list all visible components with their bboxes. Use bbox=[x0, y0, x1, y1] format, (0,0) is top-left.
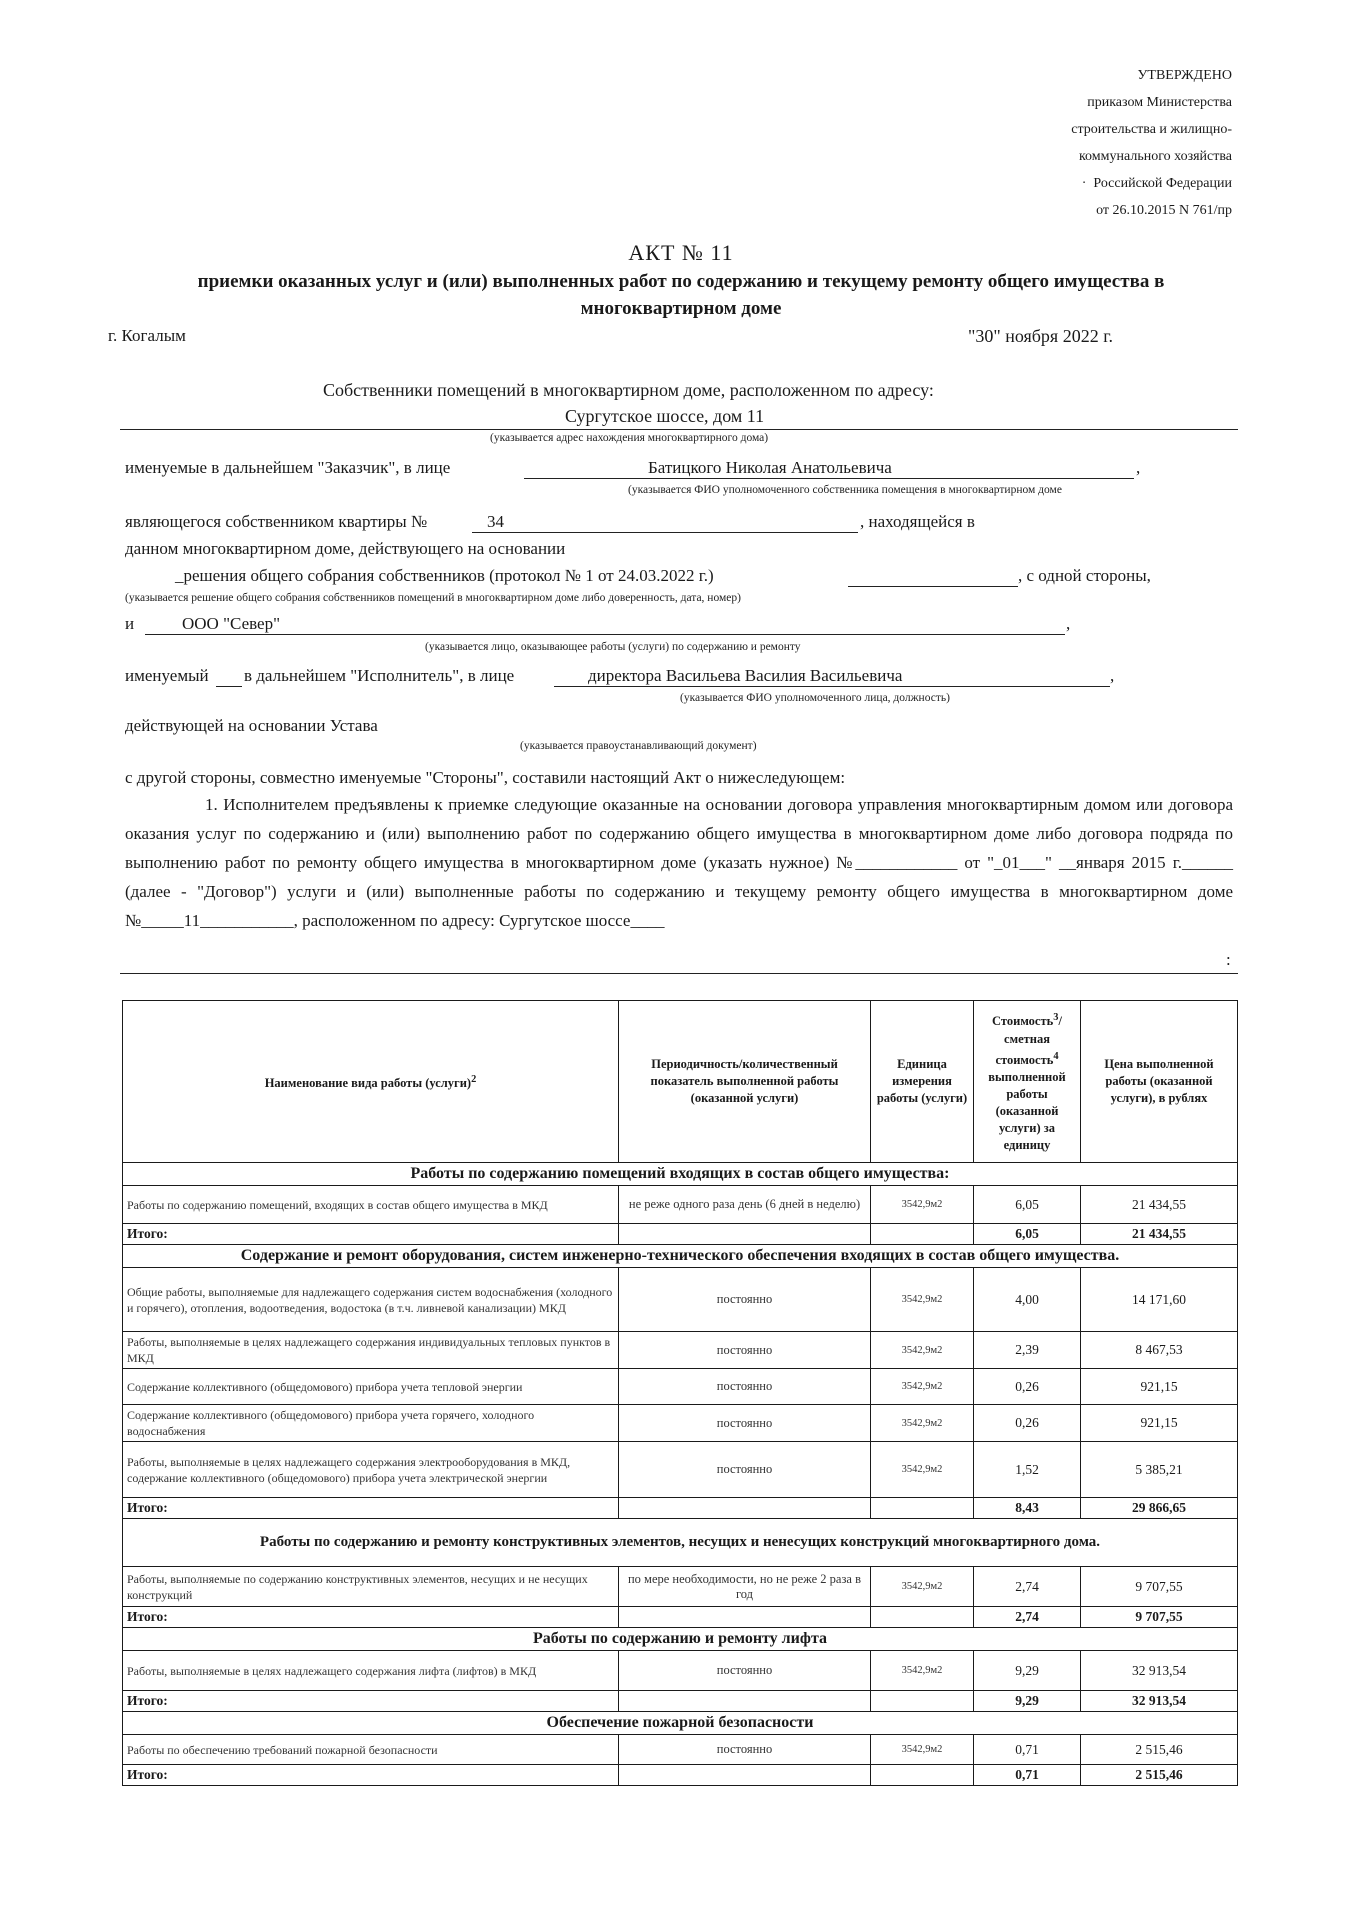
comma: , bbox=[1110, 666, 1115, 685]
table-row bbox=[123, 1442, 1238, 1498]
work-unit: 3542,9м2 bbox=[871, 1369, 974, 1405]
address-hint: (указывается адрес нахождения многоквартирного дома) bbox=[490, 432, 769, 444]
approval-line: строительства и жилищно- bbox=[1071, 122, 1232, 137]
approval-line: приказом Министерства bbox=[1087, 95, 1232, 110]
total-label: Итого: bbox=[123, 1691, 619, 1712]
other-side: с другой стороны, совместно именуемые "Стороны", составили настоящий Акт о нижеследующем: bbox=[125, 768, 846, 787]
total-price: 21 434,55 bbox=[1081, 1224, 1238, 1245]
total-price: 32 913,54 bbox=[1081, 1691, 1238, 1712]
blank-underline bbox=[216, 686, 242, 687]
work-cost: 9,29 bbox=[974, 1651, 1081, 1691]
basis-value: _решения общего собрания собственников (протокол № 1 от 24.03.2022 г.) bbox=[175, 566, 714, 585]
table-row bbox=[123, 1735, 1238, 1765]
customer-name: Батицкого Николая Анатольевича bbox=[648, 458, 892, 477]
work-unit: 3542,9м2 bbox=[871, 1567, 974, 1607]
work-name: Общие работы, выполняемые для надлежащего содержания систем водоснабжения (холодного и горячего), отопления, водоотведения, водостока (в т.ч. ливневой канализации) МКД bbox=[123, 1268, 619, 1332]
total-label: Итого: bbox=[123, 1498, 619, 1519]
work-period: не реже одного раза день (6 дней в неделю) bbox=[619, 1186, 871, 1224]
basis-underline bbox=[848, 586, 1018, 587]
work-period: постоянно bbox=[619, 1369, 871, 1405]
work-name: Работы по обеспечению требований пожарной безопасности bbox=[123, 1735, 619, 1765]
one-side: , с одной стороны, bbox=[1018, 566, 1151, 585]
basis-line: данном многоквартирном доме, действующего на основании bbox=[125, 539, 566, 558]
header-price: Цена выполненной работы (оказанной услуги), в рублях bbox=[1081, 1001, 1238, 1163]
header-unit: Единица измерения работы (услуги) bbox=[871, 1001, 974, 1163]
total-label: Итого: bbox=[123, 1765, 619, 1786]
work-period: постоянно bbox=[619, 1651, 871, 1691]
work-unit: 3542,9м2 bbox=[871, 1268, 974, 1332]
work-cost: 4,00 bbox=[974, 1268, 1081, 1332]
clause-underline bbox=[120, 973, 1238, 974]
work-name: Работы по содержанию помещений, входящих в состав общего имущества в МКД bbox=[123, 1186, 619, 1224]
act-date: "30" ноября 2022 г. bbox=[968, 326, 1114, 346]
work-unit: 3542,9м2 bbox=[871, 1651, 974, 1691]
total-price: 29 866,65 bbox=[1081, 1498, 1238, 1519]
section-row bbox=[123, 1245, 1238, 1268]
table-row bbox=[123, 1567, 1238, 1607]
work-name: Работы, выполняемые в целях надлежащего содержания электрооборудования в МКД, содержание коллективного (общедомового) прибора учета электрической энергии bbox=[123, 1442, 619, 1498]
total-cost: 8,43 bbox=[974, 1498, 1081, 1519]
section-row bbox=[123, 1628, 1238, 1651]
total-cost: 9,29 bbox=[974, 1691, 1081, 1712]
work-period: постоянно bbox=[619, 1442, 871, 1498]
basis-hint: (указывается решение общего собрания собственников помещений в многоквартирном доме либо доверенность, дата, номер) bbox=[125, 592, 741, 604]
work-unit: 3542,9м2 bbox=[871, 1405, 974, 1442]
act-number: АКТ № 11 bbox=[628, 240, 734, 265]
section-title: Обеспечение пожарной безопасности bbox=[123, 1712, 1238, 1735]
section-title: Содержание и ремонт оборудования, систем инженерно-технического обеспечения входящих в состав общего имущества. bbox=[123, 1245, 1238, 1268]
header-cost: Стоимость$^3$/сметная стоимость$^4$ выполненной работы (оказанной услуги) за единицу bbox=[974, 1001, 1081, 1163]
work-price: 5 385,21 bbox=[1081, 1442, 1238, 1498]
total-row bbox=[123, 1691, 1238, 1712]
approval-line: · Российской Федерации bbox=[1081, 176, 1232, 191]
address-underline bbox=[120, 429, 1238, 430]
total-label: Итого: bbox=[123, 1607, 619, 1628]
act-title: приемки оказанных услуг и (или) выполненных работ по содержанию и текущему ремонту общего имущества в многоквартирном доме bbox=[197, 271, 1165, 319]
table-row bbox=[123, 1186, 1238, 1224]
total-cost: 0,71 bbox=[974, 1765, 1081, 1786]
section-row bbox=[123, 1712, 1238, 1735]
customer-underline bbox=[524, 478, 1134, 479]
table-row bbox=[123, 1651, 1238, 1691]
work-name: Работы, выполняемые в целях надлежащего содержания индивидуальных тепловых пунктов в МКД bbox=[123, 1332, 619, 1369]
contractor-mid: в дальнейшем "Исполнитель", в лице bbox=[244, 666, 515, 685]
header-period: Периодичность/количественный показатель выполненной работы (оказанной услуги) bbox=[619, 1001, 871, 1163]
apartment-owner-label: являющегося собственником квартиры № bbox=[125, 512, 428, 531]
work-price: 921,15 bbox=[1081, 1405, 1238, 1442]
approval-line: УТВЕРЖДЕНО bbox=[1137, 68, 1232, 83]
act-city: г. Когалым bbox=[108, 326, 186, 345]
work-unit: 3542,9м2 bbox=[871, 1442, 974, 1498]
header-name: Наименование вида работы (услуги)$^2$ bbox=[123, 1001, 619, 1163]
work-price: 921,15 bbox=[1081, 1369, 1238, 1405]
work-unit: 3542,9м2 bbox=[871, 1186, 974, 1224]
director-underline bbox=[554, 686, 1110, 687]
located-in: , находящейся в bbox=[860, 512, 975, 531]
total-price: 9 707,55 bbox=[1081, 1607, 1238, 1628]
work-name: Работы, выполняемые по содержанию конструктивных элементов, несущих и не несущих конструкций bbox=[123, 1567, 619, 1607]
total-row bbox=[123, 1607, 1238, 1628]
comma: , bbox=[1136, 458, 1141, 477]
work-cost: 6,05 bbox=[974, 1186, 1081, 1224]
colon: : bbox=[1226, 950, 1231, 969]
work-unit: 3542,9м2 bbox=[871, 1332, 974, 1369]
acting-basis: действующей на основании Устава bbox=[125, 716, 378, 735]
work-price: 8 467,53 bbox=[1081, 1332, 1238, 1369]
section-row bbox=[123, 1163, 1238, 1186]
director-hint: (указывается ФИО уполномоченного лица, должность) bbox=[680, 692, 950, 704]
customer-hint: (указывается ФИО уполномоченного собственника помещения в многоквартирном доме bbox=[628, 484, 1062, 496]
table-row bbox=[123, 1268, 1238, 1332]
clause-1: 1. Исполнителем предъявлены к приемке следующие оказанные на основании договора управления многоквартирным домом или договора оказания услуг по содержанию и (или) выполнению работ по содержанию общего имущества в многоквартирном доме либо договора подряда по выполнению работ по ремонту общего имущества в многоквартирном доме (указать нужное) №____________ от "_01___" __января 2015 г.______ (далее - "Договор") услуги и (или) выполненные работы по содержанию и текущему ремонту общего имущества в многоквартирном доме №_____11___________, расположенном по адресу: Сургутское шоссе____ bbox=[125, 795, 1233, 930]
total-row bbox=[123, 1224, 1238, 1245]
work-name: Содержание коллективного (общедомового) прибора учета горячего, холодного водоснабжения bbox=[123, 1405, 619, 1442]
section-title: Работы по содержанию и ремонту конструктивных элементов, несущих и ненесущих конструкций многоквартирного дома. bbox=[123, 1519, 1238, 1567]
section-row bbox=[123, 1519, 1238, 1567]
total-cost: 6,05 bbox=[974, 1224, 1081, 1245]
contractor-underline bbox=[145, 634, 1065, 635]
work-cost: 0,26 bbox=[974, 1369, 1081, 1405]
table-row bbox=[123, 1332, 1238, 1369]
work-name: Работы, выполняемые в целях надлежащего содержания лифта (лифтов) в МКД bbox=[123, 1651, 619, 1691]
work-period: постоянно bbox=[619, 1405, 871, 1442]
owners-intro: Собственники помещений в многоквартирном доме, расположенном по адресу: bbox=[323, 380, 934, 400]
work-unit: 3542,9м2 bbox=[871, 1735, 974, 1765]
total-cost: 2,74 bbox=[974, 1607, 1081, 1628]
work-cost: 1,52 bbox=[974, 1442, 1081, 1498]
work-period: постоянно bbox=[619, 1735, 871, 1765]
contractor-hint: (указывается лицо, оказывающее работы (услуги) по содержанию и ремонту bbox=[425, 641, 801, 653]
approval-stamp-block bbox=[1071, 62, 1232, 224]
approval-line: коммунального хозяйства bbox=[1078, 149, 1232, 164]
work-cost: 2,74 bbox=[974, 1567, 1081, 1607]
contractor-prefix: именуемый bbox=[125, 666, 209, 685]
services-table bbox=[122, 1000, 1238, 1786]
work-cost: 2,39 bbox=[974, 1332, 1081, 1369]
work-cost: 0,71 bbox=[974, 1735, 1081, 1765]
work-price: 21 434,55 bbox=[1081, 1186, 1238, 1224]
work-price: 2 515,46 bbox=[1081, 1735, 1238, 1765]
work-name: Содержание коллективного (общедомового) прибора учета тепловой энергии bbox=[123, 1369, 619, 1405]
work-period: постоянно bbox=[619, 1332, 871, 1369]
total-row bbox=[123, 1498, 1238, 1519]
address-value: Сургутское шоссе, дом 11 bbox=[565, 406, 765, 426]
and-label: и bbox=[125, 614, 135, 633]
approval-line: от 26.10.2015 N 761/пр bbox=[1096, 203, 1232, 218]
table-row bbox=[123, 1369, 1238, 1405]
work-cost: 0,26 bbox=[974, 1405, 1081, 1442]
contractor-name: ООО "Север" bbox=[182, 614, 281, 633]
comma: , bbox=[1066, 614, 1071, 633]
apartment-number: 34 bbox=[487, 512, 504, 531]
section-title: Работы по содержанию и ремонту лифта bbox=[123, 1628, 1238, 1651]
acting-hint: (указывается правоустанавливающий документ) bbox=[520, 740, 757, 752]
director-name: директора Васильева Василия Васильевича bbox=[588, 666, 903, 685]
work-price: 32 913,54 bbox=[1081, 1651, 1238, 1691]
work-period: по мере необходимости, но не реже 2 раза в год bbox=[619, 1567, 871, 1607]
total-row bbox=[123, 1765, 1238, 1786]
work-period: постоянно bbox=[619, 1268, 871, 1332]
section-title: Работы по содержанию помещений входящих в состав общего имущества: bbox=[123, 1163, 1238, 1186]
work-price: 9 707,55 bbox=[1081, 1567, 1238, 1607]
table-row bbox=[123, 1405, 1238, 1442]
customer-prefix: именуемые в дальнейшем "Заказчик", в лице bbox=[125, 458, 451, 477]
apartment-underline bbox=[472, 532, 858, 533]
total-price: 2 515,46 bbox=[1081, 1765, 1238, 1786]
work-price: 14 171,60 bbox=[1081, 1268, 1238, 1332]
total-label: Итого: bbox=[123, 1224, 619, 1245]
table-header-row bbox=[123, 1001, 1238, 1163]
